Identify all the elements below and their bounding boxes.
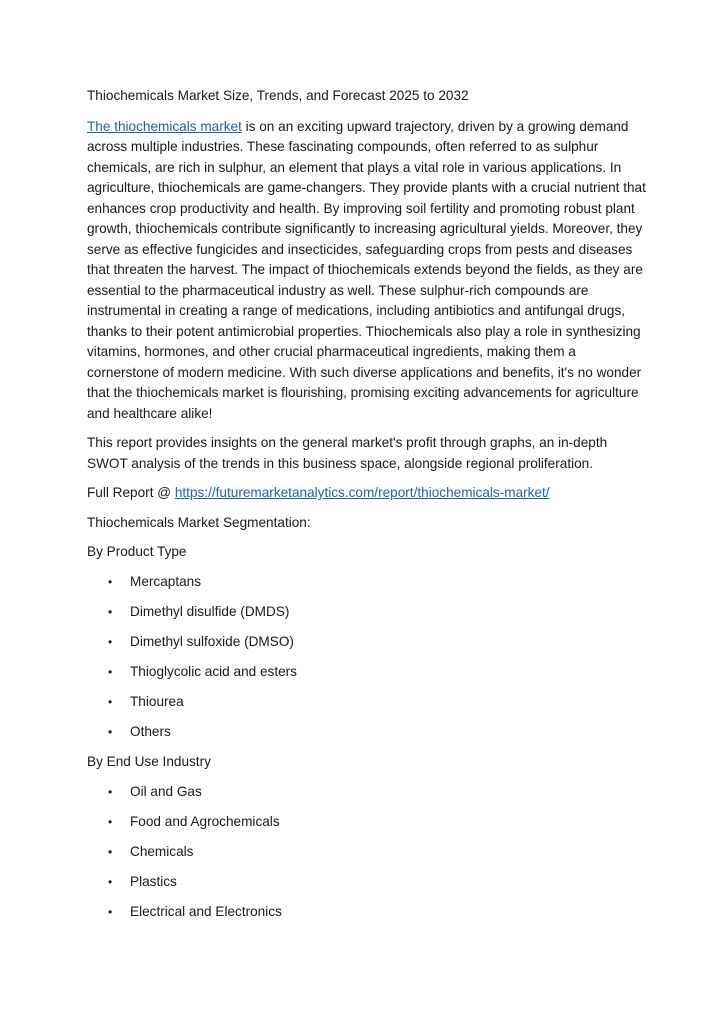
bullet-icon: •: [108, 664, 113, 679]
bullet-icon: •: [108, 784, 113, 799]
bullet-icon: •: [108, 634, 113, 649]
list-item-label: Others: [130, 723, 171, 739]
list-item: [87, 572, 647, 593]
bullet-icon: •: [108, 574, 113, 589]
bullet-icon: •: [108, 844, 113, 859]
list-item: [87, 632, 647, 653]
bullet-icon: •: [108, 604, 113, 619]
intro-paragraph: [87, 117, 647, 425]
list-item: [87, 902, 647, 923]
product-type-list: [87, 572, 647, 743]
list-item-label: Thiourea: [130, 693, 184, 709]
segmentation-heading: Thiochemicals Market Segmentation:: [87, 514, 311, 530]
bullet-icon: •: [108, 724, 113, 739]
bullet-icon: •: [108, 904, 113, 919]
list-item-label: Plastics: [130, 873, 177, 889]
list-item: [87, 842, 647, 863]
end-use-list: [87, 782, 647, 923]
list-item-label: Electrical and Electronics: [130, 903, 282, 919]
list-item-label: Oil and Gas: [130, 783, 202, 799]
list-item-label: Chemicals: [130, 843, 194, 859]
bullet-icon: •: [108, 874, 113, 889]
full-report-label: Full Report @: [87, 485, 175, 500]
list-item-label: Dimethyl sulfoxide (DMSO): [130, 633, 294, 649]
list-item: [87, 602, 647, 623]
list-item: [87, 782, 647, 803]
list-item-label: Mercaptans: [130, 573, 202, 589]
product-type-heading: By Product Type: [87, 544, 187, 559]
thiochemicals-market-link[interactable]: The thiochemicals market: [87, 118, 242, 134]
document-page: [87, 86, 647, 932]
end-use-heading: By End Use Industry: [87, 754, 211, 770]
list-item: [87, 722, 647, 743]
full-report-link[interactable]: https://futuremarketanalytics.com/report/thiochemicals-market/: [174, 485, 550, 500]
report-paragraph: This report provides insights on the general market's profit through graphs, an in-depth SWOT analysis of the trends in this business space, alongside regional proliferation.: [87, 435, 608, 471]
list-item: [87, 812, 647, 833]
bullet-icon: •: [108, 694, 113, 709]
list-item: [87, 662, 647, 683]
list-item: [87, 872, 647, 893]
document-title: Thiochemicals Market Size, Trends, and Forecast 2025 to 2032: [87, 88, 469, 103]
list-item-label: Dimethyl disulfide (DMDS): [130, 603, 290, 619]
bullet-icon: •: [108, 814, 113, 829]
list-item-label: Food and Agrochemicals: [130, 813, 280, 829]
list-item-label: Thioglycolic acid and esters: [130, 663, 297, 679]
list-item: [87, 692, 647, 713]
full-report-line: [87, 483, 647, 504]
intro-text: is on an exciting upward trajectory, driven by a growing demand across multiple industries. These fascinating compounds, often referred to as sulphur chemicals, are rich in sulphur, an element that plays a vital role in various applications. In agriculture, thiochemicals are game-changers. They provide plants with a crucial nutrient that enhances crop productivity and health. By improving soil fertility and promoting robust plant growth, thiochemicals contribute significantly to increasing agricultural yields. Moreover, they serve as effective fungicides and insecticides, safeguarding crops from pests and diseases that threaten the harvest. The impact of thiochemicals extends beyond the fields, as they are essential to the pharmaceutical industry as well. These sulphur-rich compounds are instrumental in creating a range of medications, including antibiotics and antifungal drugs, thanks to their potent antimicrobial properties. Thiochemicals also play a role in synthesizing vitamins, hormones, and other crucial pharmaceutical ingredients, making them a cornerstone of modern medicine. With such diverse applications and benefits, it's no wonder that the thiochemicals market is flourishing, promising exciting advancements for agriculture and healthcare alike!: [87, 118, 646, 421]
